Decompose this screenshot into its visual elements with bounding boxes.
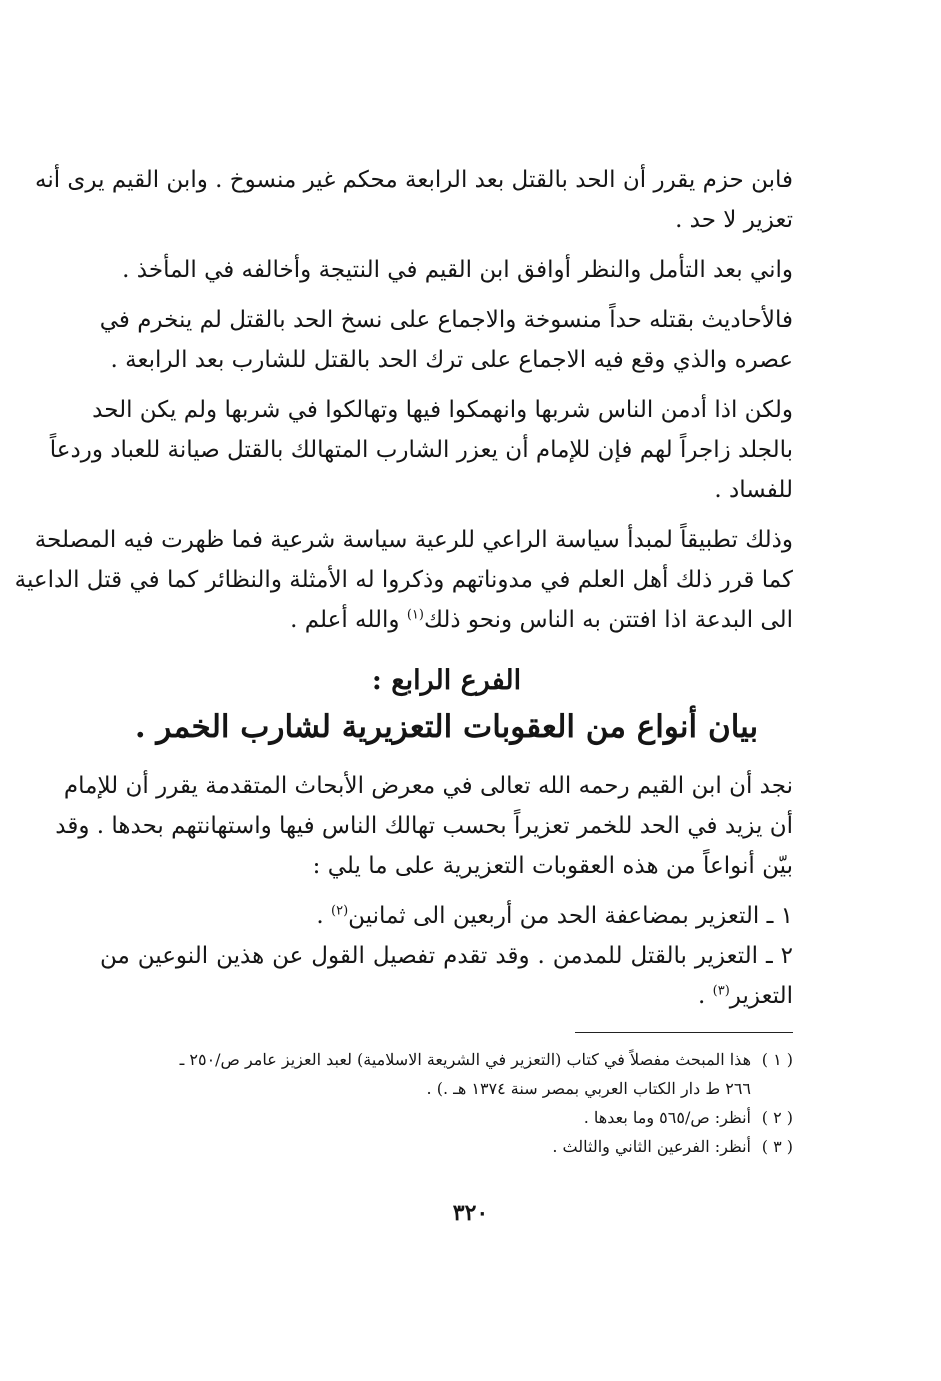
footnotes	[100, 1045, 793, 1161]
text-line: واني بعد التأمل والنظر أوافق ابن القيم في النتيجة وأخالفه في المأخذ .	[122, 257, 793, 283]
text-line: أن يزيد في الحد للخمر تعزيراً بحسب تهالك الناس فيها واستهانتهم بحدها . وقد	[55, 813, 793, 839]
footnote-number: ( ١ )	[761, 1050, 793, 1069]
footnote-ref: (٣)	[712, 983, 730, 999]
footnote-3	[100, 1132, 793, 1161]
text-line: وذلك تطبيقاً لمبدأ سياسة الراعي للرعية سياسة شرعية فما ظهرت فيه المصلحة	[34, 527, 793, 553]
text-line: كما قرر ذلك أهل العلم في مدوناتهم وذكروا له الأمثلة والنظائر كما في قتل الداعية	[14, 567, 793, 593]
section-heading-line-2: بيان أنواع من العقوبات التعزيرية لشارب الخمر .	[134, 709, 759, 745]
paragraph-1	[34, 160, 793, 240]
text-line: فابن حزم يقرر أن الحد بالقتل بعد الرابعة محكم غير منسوخ . وابن القيم يرى أنه	[34, 167, 793, 193]
list-item-2	[100, 936, 793, 1016]
footnote-number: ( ٣ )	[761, 1137, 793, 1156]
intro-paragraph	[55, 766, 793, 886]
page-number: ٣٢٠	[452, 1200, 489, 1226]
footnote-text: أنظر: الفرعين الثاني والثالث .	[552, 1137, 751, 1156]
text-line: عصره والذي وقع فيه الاجماع على ترك الحد بالقتل للشارب بعد الرابعة .	[110, 347, 793, 373]
footnote-1	[100, 1045, 793, 1103]
paragraph-4	[49, 390, 793, 510]
footnote-divider	[575, 1032, 793, 1033]
text-line: ولكن اذا أدمن الناس شربها وانهمكوا فيها وتهالكوا في شربها ولم يكن الحد	[92, 397, 793, 423]
list-item-1	[100, 896, 793, 936]
paragraph-3	[100, 300, 793, 380]
paragraph-2	[100, 250, 793, 290]
footnote-text: هذا المبحث مفصلاً في كتاب (التعزير في الشريعة الاسلامية) لعبد العزيز عامر ص/٢٥٠ ـ	[179, 1050, 751, 1069]
text-segment: ١ ـ التعزير بمضاعفة الحد من أربعين الى ثمانين	[348, 903, 793, 929]
text-line: نجد أن ابن القيم رحمه الله تعالى في معرض الأبحاث المتقدمة يقرر أن للإمام	[63, 773, 793, 799]
section-heading-line-1: الفرع الرابع :	[371, 665, 522, 696]
text-line	[100, 976, 793, 1016]
paragraph-5	[14, 520, 793, 640]
text-line: بالجلد زاجراً لهم فإن للإمام أن يعزر الشارب المتهالك بالقتل صيانة للعباد وردعاً	[49, 437, 793, 463]
text-segment: والله أعلم .	[290, 607, 407, 633]
text-segment: التعزير	[729, 983, 793, 1009]
section-heading	[100, 658, 793, 750]
text-line	[100, 600, 793, 640]
footnote-2	[100, 1103, 793, 1132]
text-segment: الى البدعة اذا افتتن به الناس ونحو ذلك	[423, 607, 793, 633]
text-segment: .	[698, 983, 713, 1009]
footnote-ref: (١)	[406, 607, 424, 623]
text-segment: .	[316, 903, 331, 929]
footnote-text: أنظر: ص/٥٦٥ وما بعدها .	[583, 1108, 751, 1127]
page-body	[14, 160, 793, 1161]
footnote-ref: (٢)	[331, 903, 349, 919]
footnote-number: ( ٢ )	[761, 1108, 793, 1127]
text-line: للفساد .	[714, 477, 793, 503]
text-line: تعزير لا حد .	[675, 207, 793, 233]
footnote-text: ٢٦٦ ط دار الكتاب العربي بمصر سنة ١٣٧٤ هـ .) .	[426, 1079, 751, 1098]
text-line: ٢ ـ التعزير بالقتل للمدمن . وقد تقدم تفصيل القول عن هذين النوعين من	[100, 943, 793, 969]
text-line: فالأحاديث بقتله حداً منسوخة والاجماع على نسخ الحد بالقتل لم ينخرم في	[99, 307, 793, 333]
text-line: بيّن أنواعاً من هذه العقوبات التعزيرية على ما يلي :	[312, 853, 793, 879]
